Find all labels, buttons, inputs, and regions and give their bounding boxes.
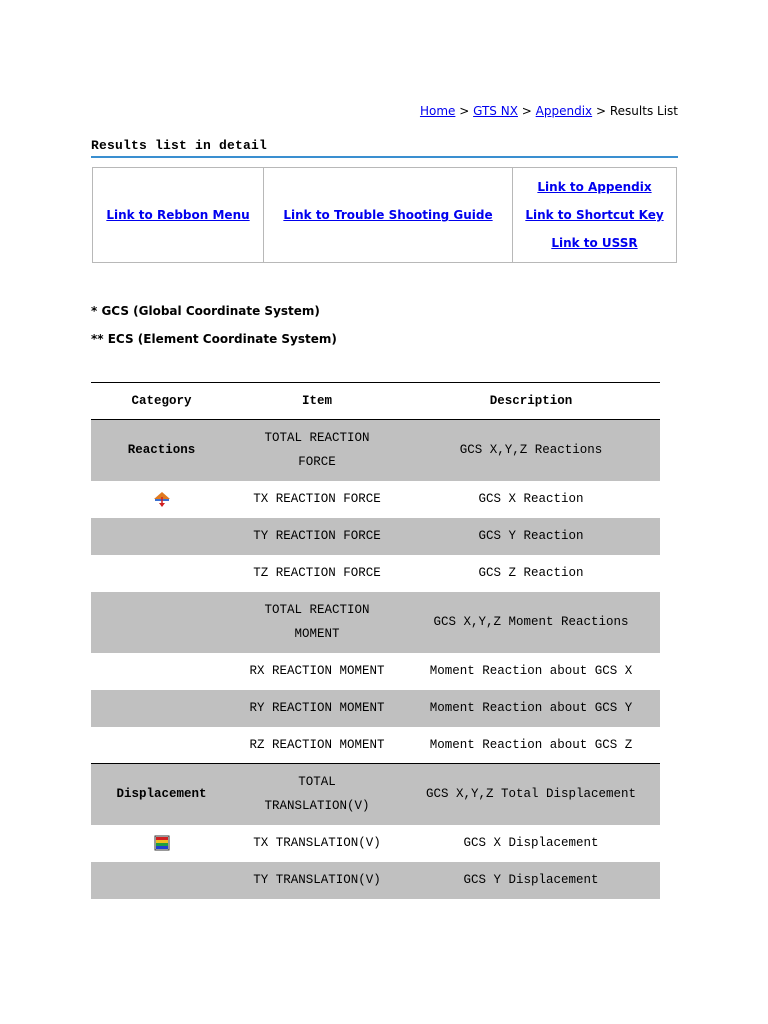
link-trouble-shooting-guide[interactable]: Link to Trouble Shooting Guide (283, 208, 493, 222)
breadcrumb-separator: > (595, 104, 607, 118)
category-cell (91, 862, 232, 899)
category-cell (91, 727, 232, 764)
note-gcs: * GCS (Global Coordinate System) (91, 304, 320, 318)
category-cell (91, 653, 232, 690)
links-table (92, 167, 677, 263)
table-row (91, 518, 660, 555)
link-shortcut-key[interactable]: Link to Shortcut Key (525, 208, 664, 222)
link-rebbon-menu[interactable]: Link to Rebbon Menu (106, 208, 250, 222)
description-cell: GCS Y Reaction (402, 518, 660, 555)
breadcrumb-gts-nx-link[interactable]: GTS NX (473, 104, 518, 118)
item-line: MOMENT (294, 627, 340, 641)
table-row (91, 555, 660, 592)
links-cell-trouble (264, 168, 513, 263)
description-cell: GCS Y Displacement (402, 862, 660, 899)
description-cell: GCS X Reaction (478, 492, 584, 506)
table-row (91, 420, 660, 481)
breadcrumb-separator: > (521, 104, 532, 118)
table-row (91, 653, 660, 690)
table-row (91, 862, 660, 899)
table-row (91, 727, 660, 764)
item-line: TOTAL REACTION (264, 603, 370, 617)
table-row (91, 481, 660, 518)
breadcrumb-separator: > (459, 104, 470, 118)
breadcrumb-home-link[interactable]: Home (419, 104, 456, 118)
category-cell (91, 825, 232, 862)
item-cell (232, 592, 402, 653)
item-line: TOTAL REACTION (264, 431, 370, 446)
item-cell: TY REACTION FORCE (232, 518, 402, 555)
table-row (91, 690, 660, 727)
item-cell: RZ REACTION MOMENT (249, 737, 385, 752)
category-cell (91, 592, 232, 653)
note-ecs: ** ECS (Element Coordinate System) (91, 332, 337, 346)
description-cell: Moment Reaction about GCS Z (429, 737, 633, 752)
item-cell (232, 764, 402, 825)
results-table (91, 382, 660, 899)
category-cell: Reactions (91, 420, 232, 481)
header-category: Category (91, 383, 232, 420)
header-item: Item (232, 383, 402, 420)
description-cell: Moment Reaction about GCS Y (402, 690, 660, 727)
item-cell: RX REACTION MOMENT (249, 664, 385, 678)
header-description: Description (402, 383, 660, 420)
description-cell: GCS X,Y,Z Total Displacement (402, 764, 660, 825)
item-cell: TY TRANSLATION(V) (232, 862, 402, 899)
table-header-row (91, 383, 660, 420)
category-cell (91, 518, 232, 555)
breadcrumb-current: Results List (609, 104, 678, 118)
item-cell: TZ REACTION FORCE (253, 566, 381, 580)
item-line: TOTAL (298, 775, 336, 790)
item-cell (232, 420, 402, 481)
category-cell (91, 690, 232, 727)
breadcrumb-appendix-link[interactable]: Appendix (535, 104, 593, 118)
table-row (91, 825, 660, 862)
table-row (91, 764, 660, 825)
description-cell: GCS X,Y,Z Reactions (402, 420, 660, 481)
description-cell: GCS X Displacement (463, 836, 599, 850)
links-cell-stack (513, 168, 677, 263)
description-cell: Moment Reaction about GCS X (429, 664, 633, 678)
item-cell: RY REACTION MOMENT (232, 690, 402, 727)
displacement-icon (154, 835, 170, 851)
page-title: Results list in detail (91, 138, 678, 158)
links-cell-rebbon (93, 168, 264, 263)
description-cell: GCS Z Reaction (478, 566, 584, 580)
item-cell: TX TRANSLATION(V) (253, 836, 381, 850)
item-cell: TX REACTION FORCE (253, 492, 381, 506)
breadcrumb (420, 104, 678, 118)
reaction-icon (153, 491, 171, 507)
category-cell (91, 555, 232, 592)
link-ussr[interactable]: Link to USSR (551, 236, 638, 250)
category-cell: Displacement (91, 764, 232, 825)
item-line: FORCE (298, 455, 336, 470)
item-line: TRANSLATION(V) (264, 799, 370, 814)
link-appendix[interactable]: Link to Appendix (537, 180, 652, 194)
table-row (91, 592, 660, 653)
description-cell: GCS X,Y,Z Moment Reactions (402, 592, 660, 653)
category-cell (91, 481, 232, 518)
